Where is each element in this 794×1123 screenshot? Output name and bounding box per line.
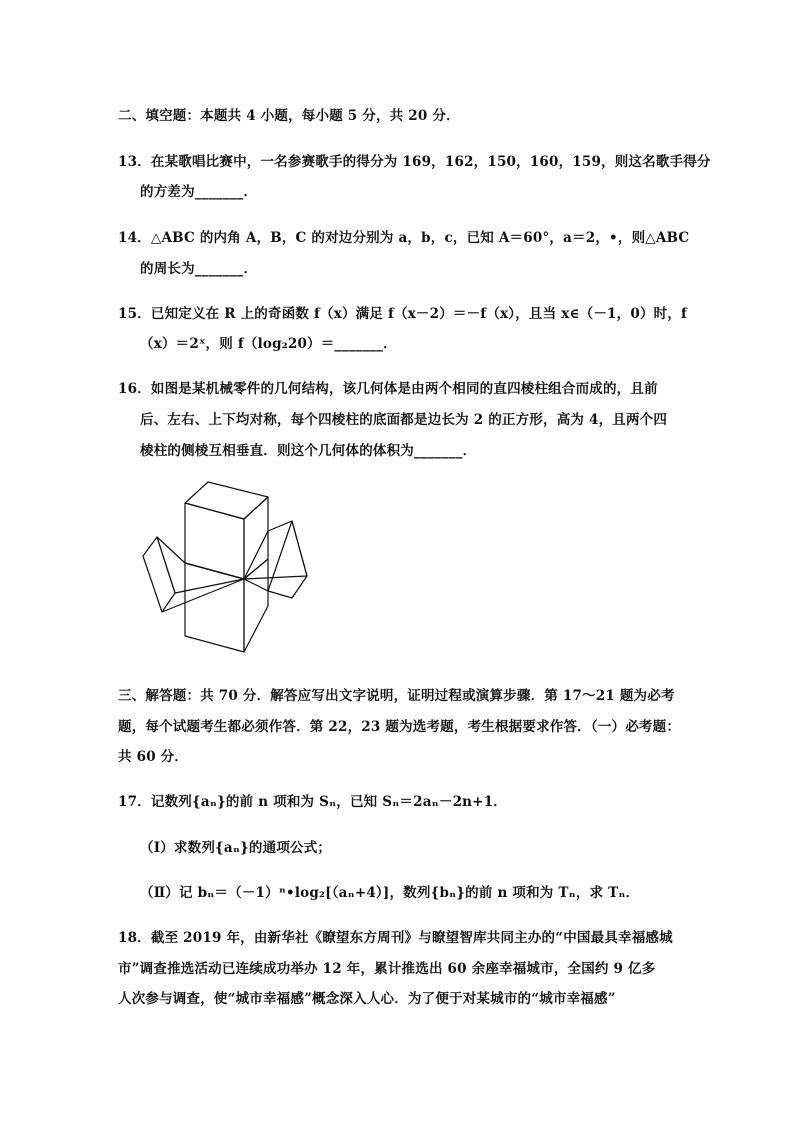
q15-line1: 15．已知定义在 R 上的奇函数 f（x）满足 f（x－2）＝－f（x），且当 x∈（－1，0）时，f (118, 306, 688, 322)
figure-left-prism-edge (162, 579, 244, 612)
q15-line2: （x）＝2ˣ，则 f（log₂20）＝_______． (140, 336, 397, 352)
q14-line1: 14．△ABC 的内角 A，B，C 的对边分别为 a，b，c，已知 A＝60°，a＝2，•，则△ABC (118, 230, 690, 246)
section2-heading: 二、填空题：本题共 4 小题，每小题 5 分，共 20 分． (118, 108, 460, 124)
q18-line1: 18．截至 2019 年，由新华社《瞭望东方周刊》与瞭望智库共同主办的“中国最具幸福感城 (118, 930, 673, 946)
section3-line2: 题，每个试题考生都必须作答．第 22，23 题为选考题，考生根据要求作答．（一）必考题： (118, 719, 681, 735)
section3-line3: 共 60 分． (118, 749, 189, 765)
q14-line2: 的周长为_______． (140, 261, 258, 277)
figure-right-prism-edge (244, 579, 268, 591)
q17-part1: （Ⅰ）求数列{aₙ}的通项公式； (140, 840, 332, 856)
q13-line1: 13．在某歌唱比赛中，一名参赛歌手的得分为 169，162，150，160，159，则这名歌手得分 (118, 154, 711, 170)
q18-line3: 人次参与调查，使“城市幸福感”概念深入人心．为了便于对某城市的“城市幸福感” (118, 991, 616, 1007)
figure-left-prism-end-face (143, 537, 175, 612)
q16-line3: 棱柱的侧棱互相垂直．则这个几何体的体积为_______． (140, 443, 477, 459)
figure-top-prism-top-face (185, 482, 268, 519)
section3-line1: 三、解答题：共 70 分．解答应写出文字说明，证明过程或演算步骤．第 17～21 题为必考 (118, 688, 675, 704)
q18-line2: 市”调查推选活动已连续成功举办 12 年，累计推选出 60 余座幸福城市，全国约 9 亿多 (118, 961, 656, 977)
geometry-figure (130, 472, 330, 662)
q16-line1: 16．如图是某机械零件的几何结构，该几何体是由两个相同的直四棱柱组合而成的，且前 (118, 381, 658, 397)
q17-part2: （Ⅱ）记 bₙ＝（－1）ⁿ•log₂[（aₙ+4）]，数列{bₙ}的前 n 项和为 Tₙ，求 Tₙ． (140, 885, 640, 901)
figure-right-prism-end-face (268, 521, 307, 598)
q17-stem: 17．记数列{aₙ}的前 n 项和为 Sₙ，已知 Sₙ＝2aₙ－2n+1． (118, 794, 507, 810)
q13-line2: 的方差为_______． (140, 184, 258, 200)
q16-line2: 后、左右、上下均对称，每个四棱柱的底面都是边长为 2 的正方形，高为 4，且两个四 (140, 412, 668, 428)
figure-top-prism-left-face (185, 503, 244, 579)
